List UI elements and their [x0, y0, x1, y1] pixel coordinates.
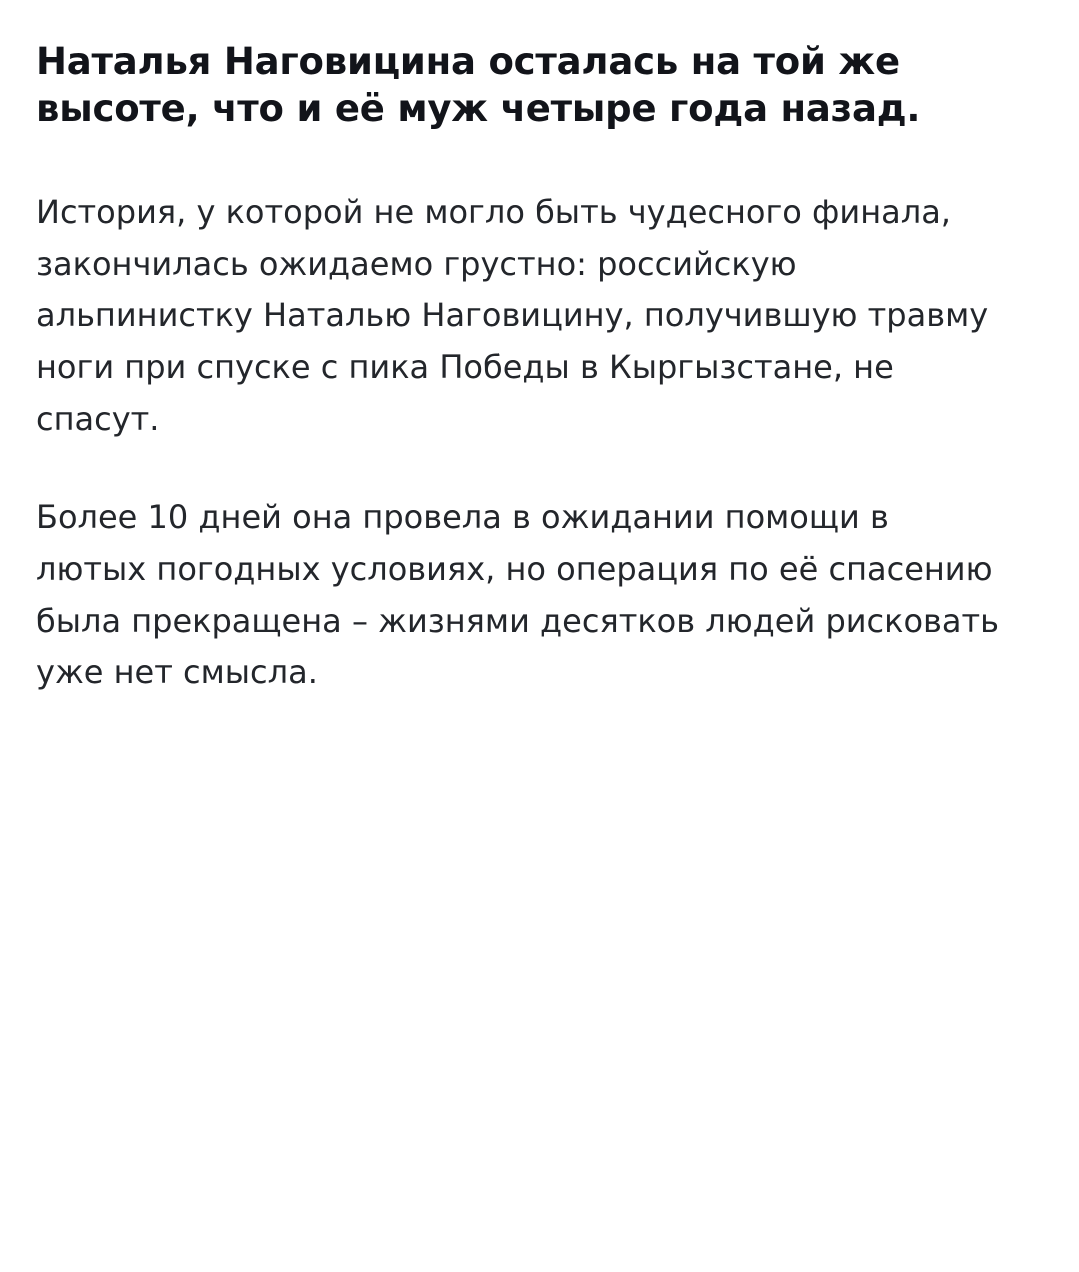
article-paragraph-1: История, у которой не могло быть чудесного финала, закончилась ожидаемо грустно: российскую альпинистку Наталью Наговицину, получившую травму ноги при спуске с пика Победы в Кыргызстане, не спасут. — [36, 192, 989, 439]
article-paragraph-2: Более 10 дней она провела в ожидании помощи в лютых погодных условиях, но операция по её спасению была прекращена – жизнями десятков людей рисковать уже нет смысла. — [36, 497, 1000, 692]
page-title: Наталья Наговицина осталась на той же высоте, что и её муж четыре года назад. — [36, 40, 921, 131]
